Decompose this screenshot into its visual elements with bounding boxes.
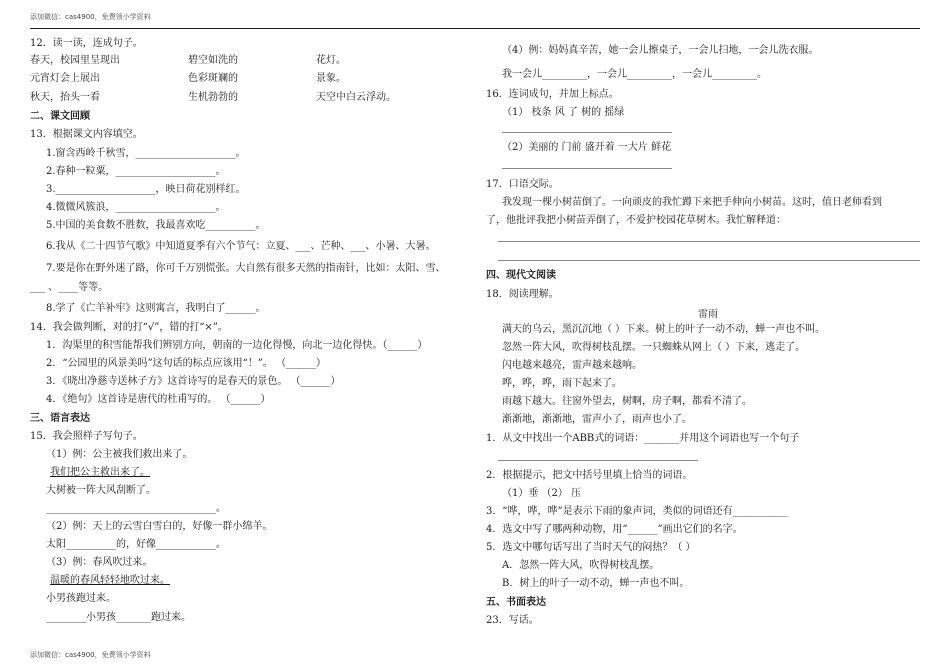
q18-sub-1-line [498, 460, 698, 461]
q18-title: 18．阅读理解。 [486, 289, 559, 300]
q17-para-1: 我发现一棵小树苗倒了。一向顽皮的我忙蹲下来把手伸向小树苗。这时，值日老师看到 [502, 197, 882, 208]
q18-sub-1: 1．从文中找出一个ABB式的词语：_______并用这个词语也写一个句子 [486, 433, 800, 444]
q18-sub-5: 5．选文中哪句话写出了当时天气的闷热？（ ） [486, 542, 696, 553]
q18-sub-4: 4．选文中写了哪两种动物，用“______”画出它们的名字。 [486, 524, 743, 535]
q12-r3c3: 天空中白云浮动。 [316, 92, 396, 103]
passage-line-2: 忽然一阵大风，吹得树枝乱摆。一只蜘蛛从网上（ ）下来，逃走了。 [502, 342, 806, 353]
q12-r3c1: 秋天，抬头一看 [30, 92, 100, 103]
q13-item-3: 3.____________________，映日荷花别样红。 [46, 184, 246, 195]
q15-title: 15．我会照样子写句子。 [30, 431, 143, 442]
passage-line-1: 满天的乌云，黑沉沉地（ ）下来。树上的叶子一动不动，蝉一声也不叫。 [502, 324, 826, 335]
q16-line2: （2）美丽的 门前 盛开着 一大片 鲜花 [502, 142, 672, 153]
q18-sub-3: 3．“哗，哗，哗”是表示下雨的象声词，类似的词语还有___________ [486, 506, 788, 517]
q15-task1: 大树被一阵大风刮断了。 [46, 485, 156, 496]
q13-title: 13．根据课文内容填空。 [30, 129, 143, 140]
section-5-heading: 五、书面表达 [486, 597, 546, 608]
passage-line-5: 雨越下越大。往窗外望去，树啊，房子啊，都看不清了。 [502, 396, 752, 407]
q14-title: 14．我会做判断，对的打“√”，错的打“×”。 [30, 322, 228, 333]
q12-r3c2: 生机勃勃的 [188, 92, 238, 103]
q12-r2c3: 景象。 [316, 73, 346, 84]
q12-title: 12．读一读，连成句子。 [30, 38, 143, 49]
q12-r1c1: 春天，校园里呈现出 [30, 55, 120, 66]
watermark-bottom: 添加微信：cas4900，免费领小学资料 [30, 651, 151, 659]
q14-item-2: 2．“公园里的风景美吗”这句话的标点应该用“！”。 （______） [46, 358, 326, 369]
passage-line-4: 哗，哗，哗，雨下起来了。 [502, 378, 622, 389]
q18-sub-2-hints: （1）垂 （2） 压 [502, 488, 582, 499]
q13-item-7-cont: ___ 、____等等。 [30, 282, 109, 293]
q15-ex1: （1）例：公主被我们救出来了。 [46, 449, 193, 460]
q13-item-8: 8.学了《亡羊补牢》这则寓言，我明白了______。 [46, 303, 266, 314]
q15-task3: 小男孩跑过来。 [46, 593, 116, 604]
q16-line1: （1） 枝条 风 了 树的 摇绿 [502, 107, 625, 118]
q23-title: 23．写话。 [486, 615, 539, 626]
q15-task2: 太阳__________的，好像____________。 [46, 539, 226, 550]
q13-item-6: 6.我从《二十四节气歌》中知道夏季有六个节气：立夏、___、芒种、___、小暑、大暑。 [46, 241, 436, 252]
q15-task3-blank: ________小男孩_______跑过来。 [46, 612, 191, 623]
q15-task4: 我一会儿_________，一会儿_________，一会儿_________。 [502, 69, 767, 80]
q13-item-1: 1.窗含西岭千秋雪，____________________。 [46, 148, 246, 159]
q15-ex2: （2）例：天上的云雪白雪白的，好像一群小绵羊。 [46, 521, 273, 532]
q13-item-4: 4.微微风簇浪，____________________。 [46, 202, 226, 213]
q14-item-3: 3．《晓出净慈寺送林子方》这首诗写的是春天的景色。 （______） [46, 376, 341, 387]
q17-para-2: 了，他批评我把小树苗弄倒了，不爱护校园花草树木。我忙解释道： [486, 215, 786, 226]
q14-item-4: 4．《绝句》这首诗是唐代的杜甫写的。 （______） [46, 394, 271, 405]
watermark-top: 添加微信：cas4900，免费领小学资料 [30, 13, 151, 21]
section-4-heading: 四、现代文阅读 [486, 270, 556, 281]
q12-r1c2: 碧空如洗的 [188, 55, 238, 66]
q12-r1c3: 花灯。 [316, 55, 346, 66]
q13-item-7: 7.要是你在野外迷了路，你可千万别慌张。大自然有很多天然的指南针，比如：太阳、雪、 [46, 263, 446, 274]
q18-option-b: B．树上的叶子一动不动，蝉一声也不叫。 [502, 578, 690, 589]
q15-ex4: （4）例：妈妈真辛苦，她一会儿擦桌子，一会儿扫地，一会儿洗衣服。 [502, 45, 819, 56]
q13-item-5: 5.中国的美食数不胜数，我最喜欢吃__________。 [46, 220, 266, 231]
passage-line-6: 渐渐地，渐渐地，雷声小了，雨声也小了。 [502, 414, 692, 425]
q15-task1-blank: __________________________________。 [46, 503, 226, 514]
q16-answer-line-2 [502, 168, 672, 169]
header-rule [30, 28, 920, 29]
q17-title: 17．口语交际。 [486, 179, 559, 190]
q17-answer-line-2 [498, 260, 920, 261]
q16-title: 16．连词成句，并加上标点。 [486, 89, 619, 100]
q16-answer-line-1 [502, 132, 672, 133]
q12-r2c2: 色彩斑斓的 [188, 73, 238, 84]
q14-item-1: 1．沟渠里的积雪能帮我们辨别方向，朝南的一边化得慢，向北一边化得快。（______） [46, 340, 428, 351]
section-3-heading: 三、语言表达 [30, 413, 90, 424]
q15-ex3-answer: 温暖的春风轻轻地吹过来。 [50, 575, 170, 586]
q12-r2c1: 元宵灯会上展出 [30, 73, 100, 84]
q18-sub-2: 2．根据提示，把文中括号里填上恰当的词语。 [486, 470, 693, 481]
q18-option-a: A．忽然一阵大风，吹得树枝乱摆。 [502, 560, 660, 571]
passage-line-3: 闪电越来越亮，雷声越来越响。 [502, 360, 642, 371]
section-2-heading: 二、课文回顾 [30, 111, 90, 122]
q17-answer-line-1 [498, 241, 920, 242]
q13-item-2: 2.春种一粒粟，____________________。 [46, 166, 226, 177]
passage-title: 雷雨 [698, 309, 718, 320]
q15-ex1-answer: 我们把公主救出来了。 [50, 467, 150, 478]
q15-ex3: （3）例：春风吹过来。 [46, 557, 153, 568]
